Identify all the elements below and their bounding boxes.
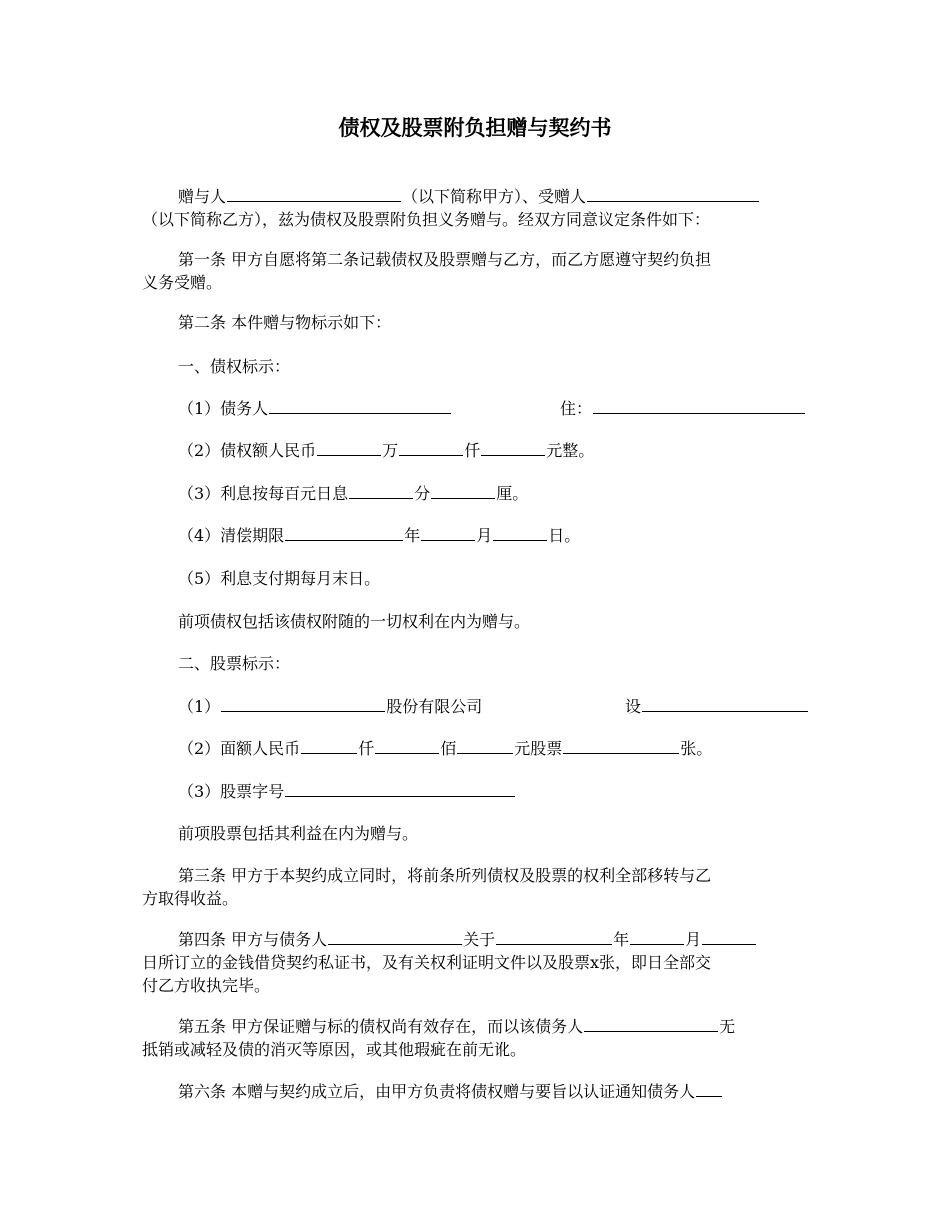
stock-item-1-seat [625, 695, 815, 719]
stock-bai-blank[interactable] [375, 738, 439, 754]
face-value-label: （2）面额人民币 [178, 739, 301, 758]
stock-item-3 [142, 780, 848, 804]
year-label: 年 [404, 526, 421, 545]
donor-blank[interactable] [227, 186, 401, 202]
stock-count-blank[interactable] [563, 738, 679, 754]
debt-item-2 [142, 439, 848, 463]
donee-blank[interactable] [587, 186, 759, 202]
debtor-blank[interactable] [269, 398, 451, 414]
stock-item-2 [142, 737, 848, 761]
company-label: 股份有限公司 [386, 697, 483, 716]
art4-year-label: 年 [613, 930, 630, 949]
stock-number-blank[interactable] [285, 781, 515, 797]
article-5-lead: 第五条 甲方保证赠与标的债权尚有效存在，而以该债务人 [178, 1017, 584, 1036]
stock-qian-blank[interactable] [301, 738, 357, 754]
art4-year-blank[interactable] [496, 929, 612, 945]
stock-qian-label: 仟 [358, 739, 375, 758]
article-4-line-3: 付乙方收执完毕。 [142, 976, 271, 995]
intro-line-2: （以下简称乙方），兹为债权及股票附负担义务赠与。经双方同意议定条件如下： [142, 210, 711, 229]
term-month-blank[interactable] [421, 525, 475, 541]
month-label: 月 [476, 526, 493, 545]
debt-amount-label: （2）债权额人民币 [178, 441, 317, 460]
stock-yuan-label: 元股票 [514, 739, 563, 758]
stock-number-label: （3）股票字号 [178, 782, 285, 801]
article-3-line-2: 方取得收益。 [142, 889, 239, 908]
debtor-label: （1）债务人 [178, 399, 269, 418]
wan-label: 万 [382, 441, 399, 460]
fen-blank[interactable] [349, 483, 413, 499]
article-1-line-2: 义务受赠。 [142, 273, 223, 292]
seat-label: 设 [625, 697, 642, 716]
debt-item-5: （5）利息支付期每月末日。 [178, 569, 381, 588]
intro-line-1 [142, 185, 848, 209]
address-blank[interactable] [593, 398, 805, 414]
article-4-line-1 [142, 928, 848, 952]
day-label: 日。 [548, 526, 581, 545]
li-blank[interactable] [431, 483, 495, 499]
art4-month-blank[interactable] [630, 929, 684, 945]
term-day-blank[interactable] [493, 525, 547, 541]
debt-note: 前项债权包括该债权附随的一切权利在内为赠与。 [178, 612, 531, 631]
art4-day-blank[interactable] [702, 929, 756, 945]
debt-item-1-address [560, 397, 820, 421]
article-4-line-2: 日所订立的金钱借贷契约私证书，及有关权利证明文件以及股票x张，即日全部交 [142, 953, 712, 972]
article-6-lead: 第六条 本赠与契约成立后，由甲方负责将债权赠与要旨以认证通知债务人 [178, 1082, 696, 1101]
company-blank[interactable] [221, 696, 385, 712]
article-5-line-1 [142, 1015, 848, 1039]
art5-debtor-blank[interactable] [584, 1016, 718, 1032]
fen-label: 分 [414, 484, 431, 503]
qian-blank[interactable] [399, 440, 463, 456]
art4-month-label: 月 [685, 930, 702, 949]
debt-heading: 一、债权标示： [178, 357, 291, 376]
term-year-blank[interactable] [285, 525, 403, 541]
wan-blank[interactable] [317, 440, 381, 456]
art5-tail: 无 [719, 1017, 736, 1036]
article-4-lead: 第四条 甲方与债务人 [178, 930, 328, 949]
yuan-blank[interactable] [481, 440, 545, 456]
stock-item-1-num: （1） [178, 697, 221, 716]
term-label: （4）清偿期限 [178, 526, 285, 545]
donor-note: （以下简称甲方）、受赠人 [402, 187, 587, 206]
stock-heading: 二、股票标示： [178, 654, 291, 673]
article-5-line-2: 抵销或减轻及债的消灭等原因，或其他瑕疵在前无讹。 [142, 1040, 527, 1059]
interest-label: （3）利息按每百元日息 [178, 484, 349, 503]
qian-label: 仟 [464, 441, 481, 460]
donor-label: 赠与人 [178, 187, 227, 206]
art4-debtor-blank[interactable] [328, 929, 462, 945]
debt-item-4 [142, 524, 848, 548]
stock-count-label: 张。 [680, 739, 713, 758]
document-title: 债权及股票附负担赠与契约书 [338, 115, 612, 140]
debt-item-3 [142, 482, 848, 506]
stock-note: 前项股票包括其利益在内为赠与。 [178, 824, 419, 843]
stock-bai-label: 佰 [440, 739, 457, 758]
yuan-label: 元整。 [546, 441, 595, 460]
li-label: 厘。 [496, 484, 529, 503]
article-1-line-1: 第一条 甲方自愿将第二条记载债权及股票赠与乙方，而乙方愿遵守契约负担 [178, 250, 712, 269]
stock-yuan-blank[interactable] [457, 738, 513, 754]
article-2: 第二条 本件赠与物标示如下： [178, 313, 392, 332]
article-6-line-1 [142, 1080, 848, 1104]
art4-about-label: 关于 [463, 930, 496, 949]
seat-blank[interactable] [642, 696, 808, 712]
art6-debtor-blank[interactable] [696, 1081, 722, 1097]
address-label: 住： [560, 399, 593, 418]
article-3-line-1: 第三条 甲方于本契约成立同时，将前条所列债权及股票的权利全部移转与乙 [178, 866, 712, 885]
